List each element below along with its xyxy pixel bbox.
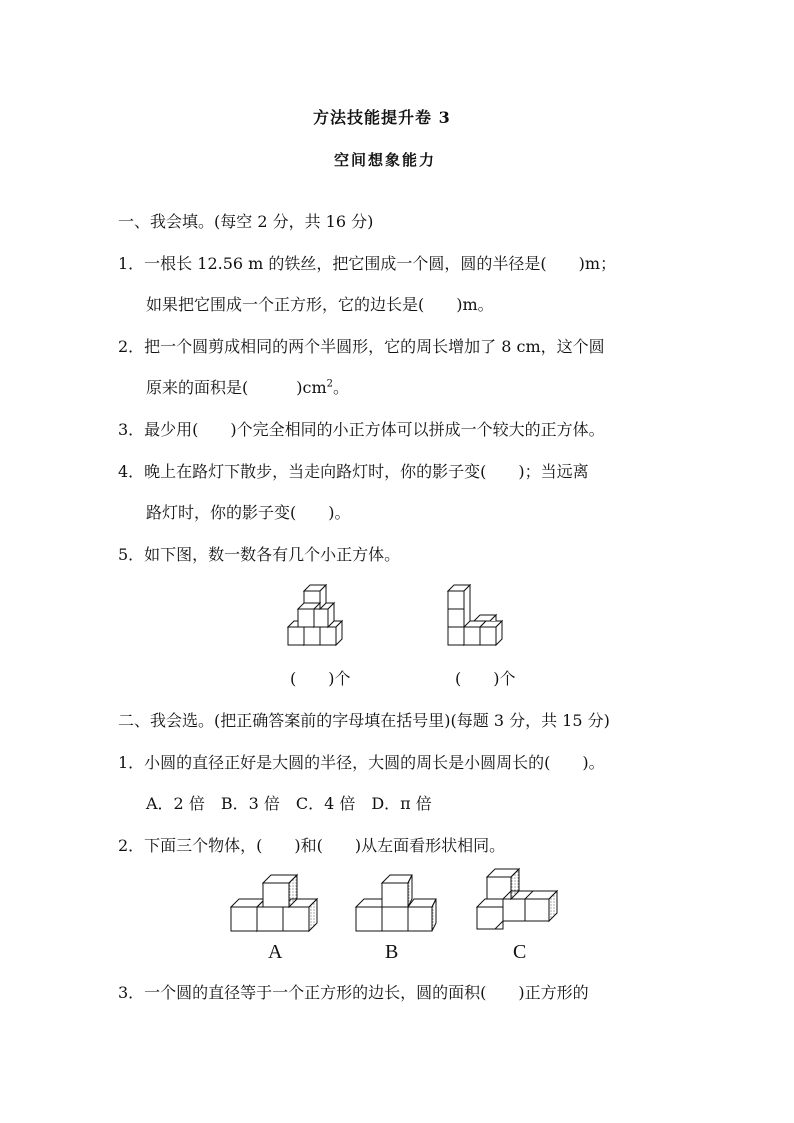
section1-heading: 一、我会填。(每空 2 分，共 16 分) <box>118 212 374 231</box>
s1-q2-superscript: 2 <box>326 378 333 390</box>
cube-stack-figure-1 <box>284 581 354 651</box>
s1-q5-answer-blank-2[interactable]: ( )个 <box>455 669 516 688</box>
s1-q2-text: 原来的面积是( )cm <box>146 378 327 397</box>
object-b-figure <box>354 867 438 933</box>
s2-question-1-options: A．2 倍 B．3 倍 C．4 倍 D．π 倍 <box>146 794 432 813</box>
cube-stack-figure-2 <box>444 581 514 651</box>
object-a-figure <box>229 867 321 933</box>
s1-question-2-line2 <box>146 378 349 398</box>
page-subtitle: 空间想象能力 <box>334 151 437 169</box>
section2-heading: 二、我会选。(把正确答案前的字母填在括号里)(每题 3 分，共 15 分) <box>118 711 610 730</box>
s1-question-4-line2: 路灯时，你的影子变( )。 <box>146 503 351 522</box>
s2-question-1: 1．小圆的直径正好是大圆的半径，大圆的周长是小圆周长的( )。 <box>118 753 605 772</box>
object-b-label: B <box>385 941 399 963</box>
s1-question-1-line1: 1．一根长 12.56 m 的铁丝，把它围成一个圆，圆的半径是( )m； <box>118 254 617 273</box>
s1-question-2-line1: 2．把一个圆剪成相同的两个半圆形，它的周长增加了 8 cm，这个圆 <box>118 337 605 356</box>
s2-question-3-line1: 3．一个圆的直径等于一个正方形的边长，圆的面积( )正方形的 <box>118 983 589 1002</box>
page-title: 方法技能提升卷 3 <box>313 108 451 127</box>
object-c-label: C <box>513 941 527 963</box>
s1-question-3: 3．最少用( )个完全相同的小正方体可以拼成一个较大的正方体。 <box>118 420 605 439</box>
s1-q5-answer-blank-1[interactable]: ( )个 <box>290 669 351 688</box>
s1-question-1-line2: 如果把它围成一个正方形，它的边长是( )m。 <box>146 295 494 314</box>
s1-question-5: 5．如下图，数一数各有几个小正方体。 <box>118 545 401 564</box>
object-a-label: A <box>268 941 283 963</box>
s2-question-2: 2．下面三个物体，( )和( )从左面看形状相同。 <box>118 836 506 855</box>
s1-question-4-line1: 4．晚上在路灯下散步，当走向路灯时，你的影子变( )；当远离 <box>118 462 589 481</box>
object-c-figure <box>475 865 569 931</box>
s1-q2-period: 。 <box>333 378 350 397</box>
